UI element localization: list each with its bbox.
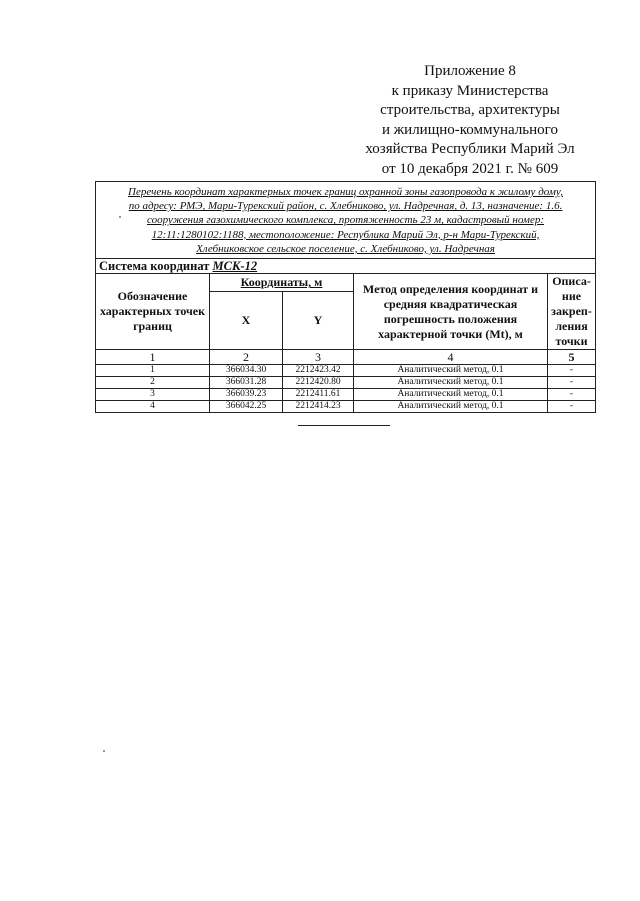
header-description-line: ления	[555, 319, 588, 334]
header-description-line: ние	[561, 289, 582, 304]
header-x: X	[210, 292, 283, 350]
coordinates-table	[95, 181, 596, 413]
point-number: 3	[96, 389, 210, 401]
header-line: Приложение 8	[424, 63, 516, 79]
column-number: 3	[283, 350, 354, 365]
header-description-line: Описа-	[552, 274, 591, 289]
table-title-line: Перечень координат характерных точек границ охранной зоны газопровода к жилому дому,	[128, 186, 563, 198]
header-designation-line: границ	[133, 319, 172, 334]
coordinate-system-value: МСК-12	[212, 259, 258, 274]
table-row	[96, 365, 596, 377]
coordinate-system-row	[96, 259, 596, 274]
description-cell: -	[548, 377, 596, 389]
column-number: 1	[96, 350, 210, 365]
table-title-line: сооружения газохимического комплекса, протяженность 23 м, кадастровый номер:	[147, 214, 544, 227]
method-cell: Аналитический метод, 0.1	[354, 401, 548, 413]
header-designation-line: Обозначение	[117, 289, 188, 304]
header-designation	[96, 274, 210, 350]
description-cell: -	[548, 365, 596, 377]
header-line: к приказу Министерства	[391, 82, 549, 99]
coord-y: 2212423.42	[283, 365, 354, 377]
method-cell: Аналитический метод, 0.1	[354, 377, 548, 389]
header-description-line: точки	[555, 334, 588, 349]
header-description-line: закреп-	[551, 304, 592, 319]
point-number: 2	[96, 377, 210, 389]
description-cell: -	[548, 401, 596, 413]
column-number: 5	[548, 350, 596, 365]
header-method-line: погрешность положения	[383, 311, 518, 326]
coordinate-system-label: Система координат	[99, 259, 210, 274]
coord-y: 2212414.23	[283, 401, 354, 413]
method-cell: Аналитический метод, 0.1	[354, 389, 548, 401]
footer-rule	[298, 425, 390, 426]
table-row	[96, 389, 596, 401]
coord-x: 366031.28	[210, 377, 283, 389]
coord-x: 366039.23	[210, 389, 283, 401]
header-line: хозяйства Республики Марий Эл	[365, 141, 575, 157]
header-description	[548, 274, 596, 350]
header-line: от 10 декабря 2021 г. № 609	[381, 160, 559, 177]
scan-speck	[119, 216, 121, 218]
table-row	[96, 377, 596, 389]
point-number: 1	[96, 365, 210, 377]
coord-y: 2212420.80	[283, 377, 354, 389]
table-title-line: по адресу: РМЭ, Мари-Турекский район, с. Хлебниково, ул. Надречная, д. 13, назначение: 1.6.	[128, 200, 563, 213]
appendix-header	[340, 62, 600, 179]
header-method-line: характерной точки (Mt), м	[378, 326, 523, 341]
column-number: 4	[354, 350, 548, 365]
header-line: строительства, архитектуры	[380, 102, 560, 118]
table-title-line: Хлебниковское сельское поселение, с. Хлебниково, ул. Надречная	[196, 242, 495, 255]
table-row	[96, 401, 596, 413]
column-number: 2	[210, 350, 283, 365]
header-method	[354, 274, 548, 350]
header-line: и жилищно-коммунального	[382, 121, 558, 138]
coord-x: 366034.30	[210, 365, 283, 377]
table-title	[96, 182, 596, 259]
header-designation-line: характерных точек	[99, 304, 206, 319]
header-y: Y	[283, 292, 354, 350]
table-title-line: 12:11:1280102:1188, местоположение: Республика Марий Эл, р-н Мари-Турекский,	[151, 228, 540, 241]
scan-speck	[103, 750, 105, 752]
column-number-row	[96, 350, 596, 365]
coord-y: 2212411.61	[283, 389, 354, 401]
method-cell: Аналитический метод, 0.1	[354, 365, 548, 377]
coord-x: 366042.25	[210, 401, 283, 413]
point-number: 4	[96, 401, 210, 413]
header-method-line: Метод определения координат и	[362, 281, 539, 296]
header-coordinates: Координаты, м	[210, 274, 354, 292]
description-cell: -	[548, 389, 596, 401]
header-method-line: средняя квадратическая	[383, 296, 518, 311]
